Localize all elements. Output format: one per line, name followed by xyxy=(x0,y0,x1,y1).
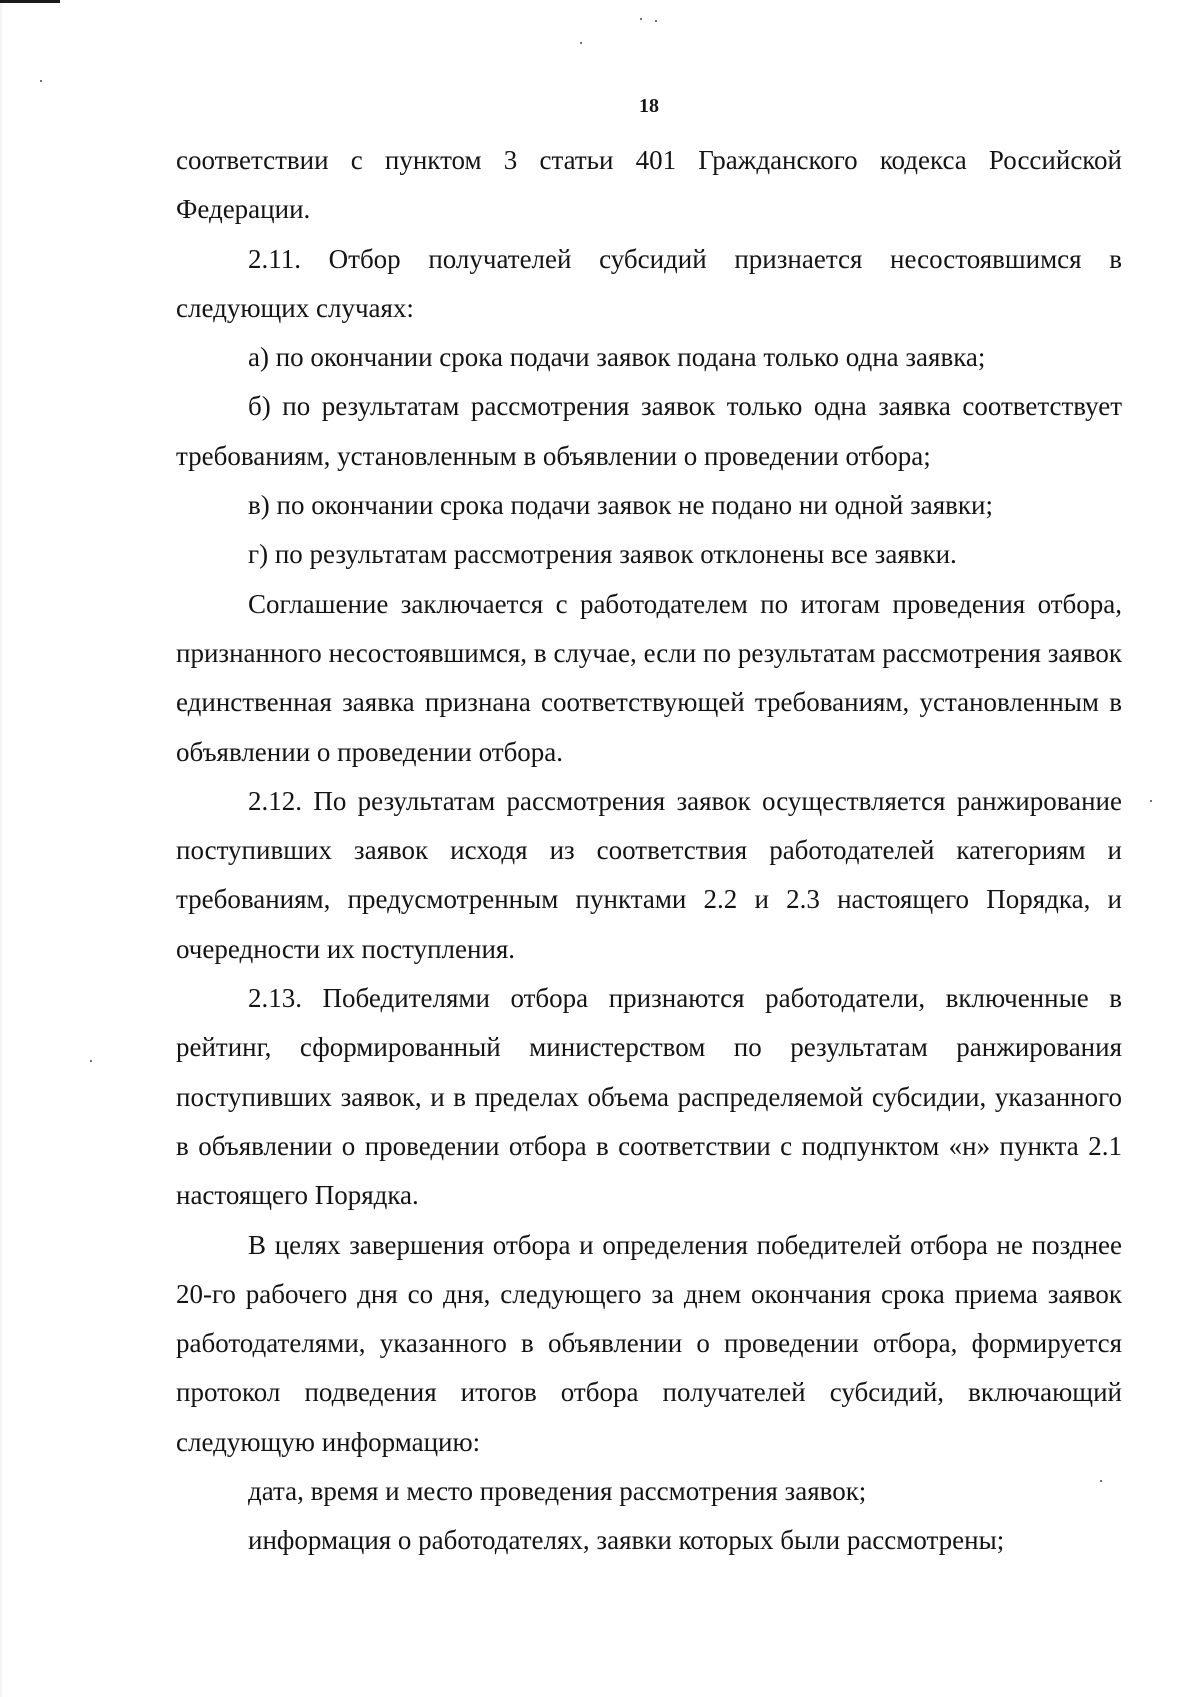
list-item-g: г) по результатам рассмотрения заявок отклонены все заявки. xyxy=(248,539,957,570)
list-item-v: в) по окончании срока подачи заявок не подано ни одной заявки; xyxy=(248,490,993,521)
page-number: 18 xyxy=(639,95,659,117)
list-item-employers: информация о работодателях, заявки которых были рассмотрены; xyxy=(248,1525,1005,1556)
scan-speck xyxy=(580,42,582,44)
paragraph-continuation: соответствии с пунктом 3 статьи 401 Гражданского кодекса Российской Федерации. xyxy=(176,145,1122,225)
scan-speck xyxy=(640,18,642,20)
scan-speck xyxy=(90,1060,92,1062)
scan-mark xyxy=(0,0,60,3)
paragraph-protocol: В целях завершения отбора и определения победителей отбора не позднее 20-го рабочего дня со дня, следующего за днем окончания срока приема заявок работодателями, указанного в объявлении о проведении отбора, формируется протокол подведения итогов отбора получателей субсидий, включающий следующую информацию: xyxy=(176,1229,1122,1457)
list-item-a: а) по окончании срока подачи заявок подана только одна заявка; xyxy=(248,342,986,373)
paragraph-agreement: Соглашение заключается с работодателем по итогам проведения отбора, признанного несостоявшимся, в случае, если по результатам рассмотрения заявок единственная заявка признана соответствующей требованиям, установленным в объявлении о проведении отбора. xyxy=(176,588,1122,767)
paragraph-2-12: 2.12. По результатам рассмотрения заявок осуществляется ранжирование поступивших заявок исходя из соответствия работодателей категориям и требованиям, предусмотренным пунктами 2.2 и 2.3 настоящего Порядка, и очередности их поступления. xyxy=(176,785,1122,964)
paragraph-2-11: 2.11. Отбор получателей субсидий признается несостоявшимся в следующих случаях: xyxy=(176,243,1122,323)
document-page xyxy=(176,92,1122,1566)
scan-speck xyxy=(655,20,657,22)
scan-speck xyxy=(1150,800,1152,802)
scan-speck xyxy=(40,80,42,82)
list-item-b: б) по результатам рассмотрения заявок только одна заявка соответствует требованиям, установленным в объявлении о проведении отбора; xyxy=(176,391,1122,471)
scan-edge xyxy=(0,0,4,1697)
paragraph-2-13: 2.13. Победителями отбора признаются работодатели, включенные в рейтинг, сформированный министерством по результатам ранжирования поступивших заявок, и в пределах объема распределяемой субсидии, указанного в объявлении о проведении отбора в соответствии с подпунктом «н» пункта 2.1 настоящего Порядка. xyxy=(176,983,1122,1211)
list-item-date: дата, время и место проведения рассмотрения заявок; xyxy=(248,1476,867,1507)
